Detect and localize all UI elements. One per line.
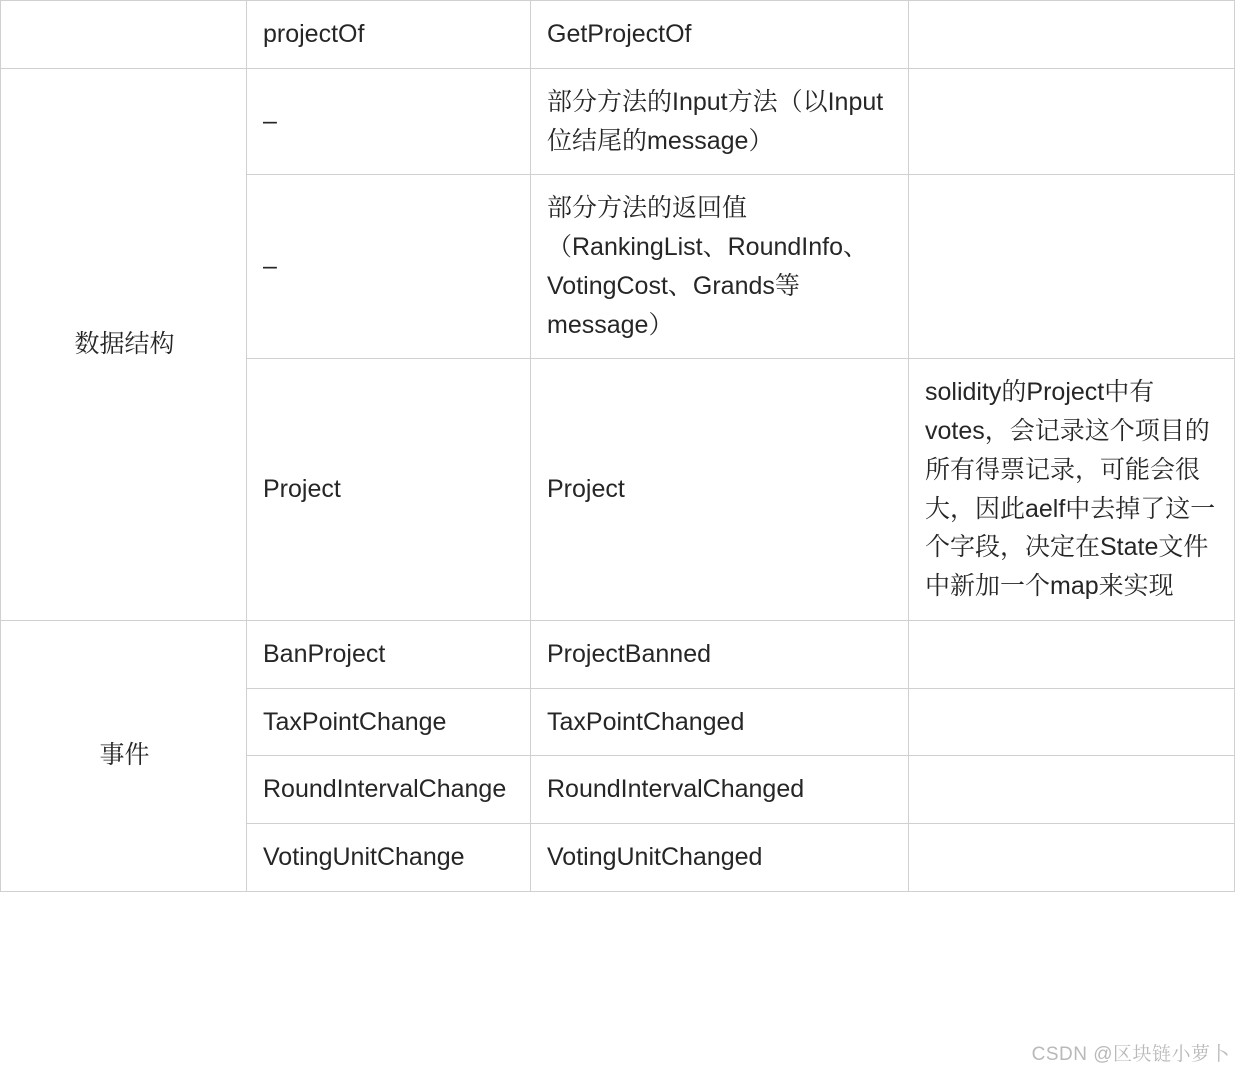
watermark: CSDN @区块链小萝卜 [1031,1044,1230,1065]
note-cell [909,756,1235,824]
note-cell [909,824,1235,892]
note-cell [909,1,1235,69]
table-row [1,620,1235,688]
aelf-name-cell: 部分方法的返回值（RankingList、RoundInfo、VotingCost、Grands等message） [531,175,909,359]
solidity-name-cell: VotingUnitChange [247,824,531,892]
note-cell [909,688,1235,756]
table-row [1,1,1235,69]
table-body [1,1,1235,892]
solidity-name-cell: TaxPointChange [247,688,531,756]
category-label-cell: 事件 [1,620,247,891]
solidity-name-cell: projectOf [247,1,531,69]
note-cell [909,68,1235,175]
note-cell [909,175,1235,359]
category-label-cell [1,1,247,69]
solidity-name-cell: – [247,68,531,175]
note-cell [909,620,1235,688]
table-row [1,68,1235,175]
aelf-name-cell: TaxPointChanged [531,688,909,756]
aelf-name-cell: RoundIntervalChanged [531,756,909,824]
solidity-name-cell: Project [247,359,531,621]
solidity-name-cell: – [247,175,531,359]
aelf-name-cell: Project [531,359,909,621]
aelf-name-cell: VotingUnitChanged [531,824,909,892]
note-cell: solidity的Project中有votes，会记录这个项目的所有得票记录，可能会很大，因此aelf中去掉了这一个字段，决定在State文件中新加一个map来实现 [909,359,1235,621]
solidity-name-cell: BanProject [247,620,531,688]
category-label-cell: 数据结构 [1,68,247,620]
solidity-name-cell: RoundIntervalChange [247,756,531,824]
aelf-name-cell: GetProjectOf [531,1,909,69]
aelf-name-cell: ProjectBanned [531,620,909,688]
aelf-name-cell: 部分方法的Input方法（以Input位结尾的message） [531,68,909,175]
